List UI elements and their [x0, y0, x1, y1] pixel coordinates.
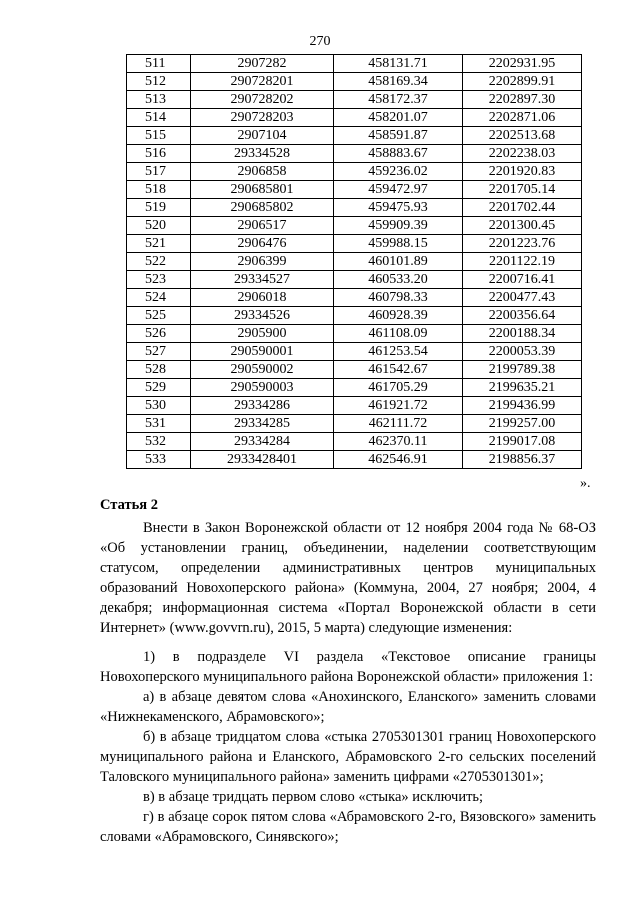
x-coordinate-cell: 458172.37 [334, 91, 463, 109]
point-id-cell: 290590001 [191, 343, 334, 361]
point-id-cell: 29334527 [191, 271, 334, 289]
amendment-item: 1) в подразделе VI раздела «Текстовое описание границы Новохоперского муниципального района Воронежской области» приложения 1: [100, 649, 596, 685]
article-heading: Статья 2 [100, 497, 158, 513]
point-id-cell: 290590003 [191, 379, 334, 397]
point-number-cell: 512 [127, 73, 191, 91]
y-coordinate-cell: 2202513.68 [463, 127, 582, 145]
point-id-cell: 290685802 [191, 199, 334, 217]
table-row [127, 397, 582, 415]
y-coordinate-cell: 2199257.00 [463, 415, 582, 433]
x-coordinate-cell: 461705.29 [334, 379, 463, 397]
point-id-cell: 29334286 [191, 397, 334, 415]
y-coordinate-cell: 2201300.45 [463, 217, 582, 235]
table-row [127, 127, 582, 145]
point-number-cell: 529 [127, 379, 191, 397]
x-coordinate-cell: 462370.11 [334, 433, 463, 451]
y-coordinate-cell: 2200356.64 [463, 307, 582, 325]
table-row [127, 415, 582, 433]
y-coordinate-cell: 2201702.44 [463, 199, 582, 217]
table-row [127, 55, 582, 73]
point-number-cell: 513 [127, 91, 191, 109]
point-number-cell: 517 [127, 163, 191, 181]
x-coordinate-cell: 459236.02 [334, 163, 463, 181]
y-coordinate-cell: 2199635.21 [463, 379, 582, 397]
point-id-cell: 290590002 [191, 361, 334, 379]
x-coordinate-cell: 458883.67 [334, 145, 463, 163]
x-coordinate-cell: 461108.09 [334, 325, 463, 343]
amendment-item: а) в абзаце девятом слова «Анохинского, Еланского» заменить словами «Нижнекаменского, Абрамовского»; [100, 689, 596, 725]
y-coordinate-cell: 2201920.83 [463, 163, 582, 181]
point-number-cell: 519 [127, 199, 191, 217]
table-row [127, 199, 582, 217]
point-id-cell: 2906476 [191, 235, 334, 253]
x-coordinate-cell: 461921.72 [334, 397, 463, 415]
page-number: 270 [309, 34, 331, 49]
y-coordinate-cell: 2199436.99 [463, 397, 582, 415]
point-id-cell: 2906517 [191, 217, 334, 235]
y-coordinate-cell: 2202238.03 [463, 145, 582, 163]
point-number-cell: 527 [127, 343, 191, 361]
point-number-cell: 516 [127, 145, 191, 163]
amendment-item: г) в абзаце сорок пятом слова «Абрамовского 2-го, Вязовского» заменить словами «Абрамовского, Синявского»; [100, 809, 596, 845]
x-coordinate-cell: 460533.20 [334, 271, 463, 289]
y-coordinate-cell: 2201223.76 [463, 235, 582, 253]
x-coordinate-cell: 458201.07 [334, 109, 463, 127]
point-number-cell: 526 [127, 325, 191, 343]
y-coordinate-cell: 2198856.37 [463, 451, 582, 469]
x-coordinate-cell: 462546.91 [334, 451, 463, 469]
x-coordinate-cell: 460101.89 [334, 253, 463, 271]
table-row [127, 271, 582, 289]
table-row [127, 145, 582, 163]
y-coordinate-cell: 2202897.30 [463, 91, 582, 109]
x-coordinate-cell: 459909.39 [334, 217, 463, 235]
point-number-cell: 533 [127, 451, 191, 469]
coordinates-table [126, 54, 582, 469]
article-intro-paragraph: Внести в Закон Воронежской области от 12 ноября 2004 года № 68-ОЗ «Об установлении границ, объединении, наделении соответствующим статусом, определении административных центров муниципальных образований Новохоперского района» (Коммуна, 2004, 27 ноября; 2004, 4 декабря; информационная система «Портал Воронежской области в сети Интернет» (www.govvrn.ru), 2015, 5 марта) следующие изменения: [100, 520, 596, 636]
amendment-item: б) в абзаце тридцатом слова «стыка 2705301301 границ Новохоперского муниципального района и Еланского, Абрамовского 2-го сельских поселений Таловского муниципального района» заменить цифрами «2705301301»; [100, 729, 596, 785]
point-number-cell: 532 [127, 433, 191, 451]
point-number-cell: 531 [127, 415, 191, 433]
point-id-cell: 2906399 [191, 253, 334, 271]
table-row [127, 73, 582, 91]
point-number-cell: 515 [127, 127, 191, 145]
point-id-cell: 2907104 [191, 127, 334, 145]
point-id-cell: 290728201 [191, 73, 334, 91]
x-coordinate-cell: 460798.33 [334, 289, 463, 307]
point-id-cell: 29334284 [191, 433, 334, 451]
y-coordinate-cell: 2200053.39 [463, 343, 582, 361]
table-row [127, 217, 582, 235]
point-id-cell: 29334285 [191, 415, 334, 433]
x-coordinate-cell: 459475.93 [334, 199, 463, 217]
x-coordinate-cell: 459472.97 [334, 181, 463, 199]
point-number-cell: 523 [127, 271, 191, 289]
point-id-cell: 2906858 [191, 163, 334, 181]
table-row [127, 325, 582, 343]
x-coordinate-cell: 458591.87 [334, 127, 463, 145]
table-row [127, 289, 582, 307]
point-id-cell: 29334526 [191, 307, 334, 325]
point-number-cell: 511 [127, 55, 191, 73]
y-coordinate-cell: 2202931.95 [463, 55, 582, 73]
point-number-cell: 528 [127, 361, 191, 379]
table-row [127, 163, 582, 181]
point-id-cell: 2933428401 [191, 451, 334, 469]
point-number-cell: 521 [127, 235, 191, 253]
table-row [127, 343, 582, 361]
table-row [127, 91, 582, 109]
x-coordinate-cell: 460928.39 [334, 307, 463, 325]
x-coordinate-cell: 461253.54 [334, 343, 463, 361]
table-row [127, 379, 582, 397]
coordinates-table-body [127, 55, 582, 469]
closing-quote: ». [580, 476, 591, 491]
table-row [127, 451, 582, 469]
y-coordinate-cell: 2202899.91 [463, 73, 582, 91]
table-row [127, 433, 582, 451]
point-number-cell: 518 [127, 181, 191, 199]
y-coordinate-cell: 2200188.34 [463, 325, 582, 343]
table-row [127, 253, 582, 271]
point-id-cell: 29334528 [191, 145, 334, 163]
y-coordinate-cell: 2200716.41 [463, 271, 582, 289]
x-coordinate-cell: 458131.71 [334, 55, 463, 73]
point-number-cell: 525 [127, 307, 191, 325]
table-row [127, 307, 582, 325]
point-number-cell: 530 [127, 397, 191, 415]
x-coordinate-cell: 458169.34 [334, 73, 463, 91]
point-id-cell: 290728203 [191, 109, 334, 127]
point-id-cell: 290685801 [191, 181, 334, 199]
table-row [127, 109, 582, 127]
point-id-cell: 2905900 [191, 325, 334, 343]
x-coordinate-cell: 459988.15 [334, 235, 463, 253]
point-id-cell: 2907282 [191, 55, 334, 73]
y-coordinate-cell: 2199789.38 [463, 361, 582, 379]
point-number-cell: 522 [127, 253, 191, 271]
point-id-cell: 290728202 [191, 91, 334, 109]
x-coordinate-cell: 462111.72 [334, 415, 463, 433]
amendment-list [100, 647, 596, 847]
y-coordinate-cell: 2201122.19 [463, 253, 582, 271]
point-number-cell: 520 [127, 217, 191, 235]
y-coordinate-cell: 2200477.43 [463, 289, 582, 307]
y-coordinate-cell: 2199017.08 [463, 433, 582, 451]
y-coordinate-cell: 2202871.06 [463, 109, 582, 127]
point-number-cell: 524 [127, 289, 191, 307]
table-row [127, 181, 582, 199]
x-coordinate-cell: 461542.67 [334, 361, 463, 379]
table-row [127, 361, 582, 379]
point-id-cell: 2906018 [191, 289, 334, 307]
y-coordinate-cell: 2201705.14 [463, 181, 582, 199]
point-number-cell: 514 [127, 109, 191, 127]
amendment-item: в) в абзаце тридцать первом слово «стыка» исключить; [143, 789, 484, 805]
table-row [127, 235, 582, 253]
